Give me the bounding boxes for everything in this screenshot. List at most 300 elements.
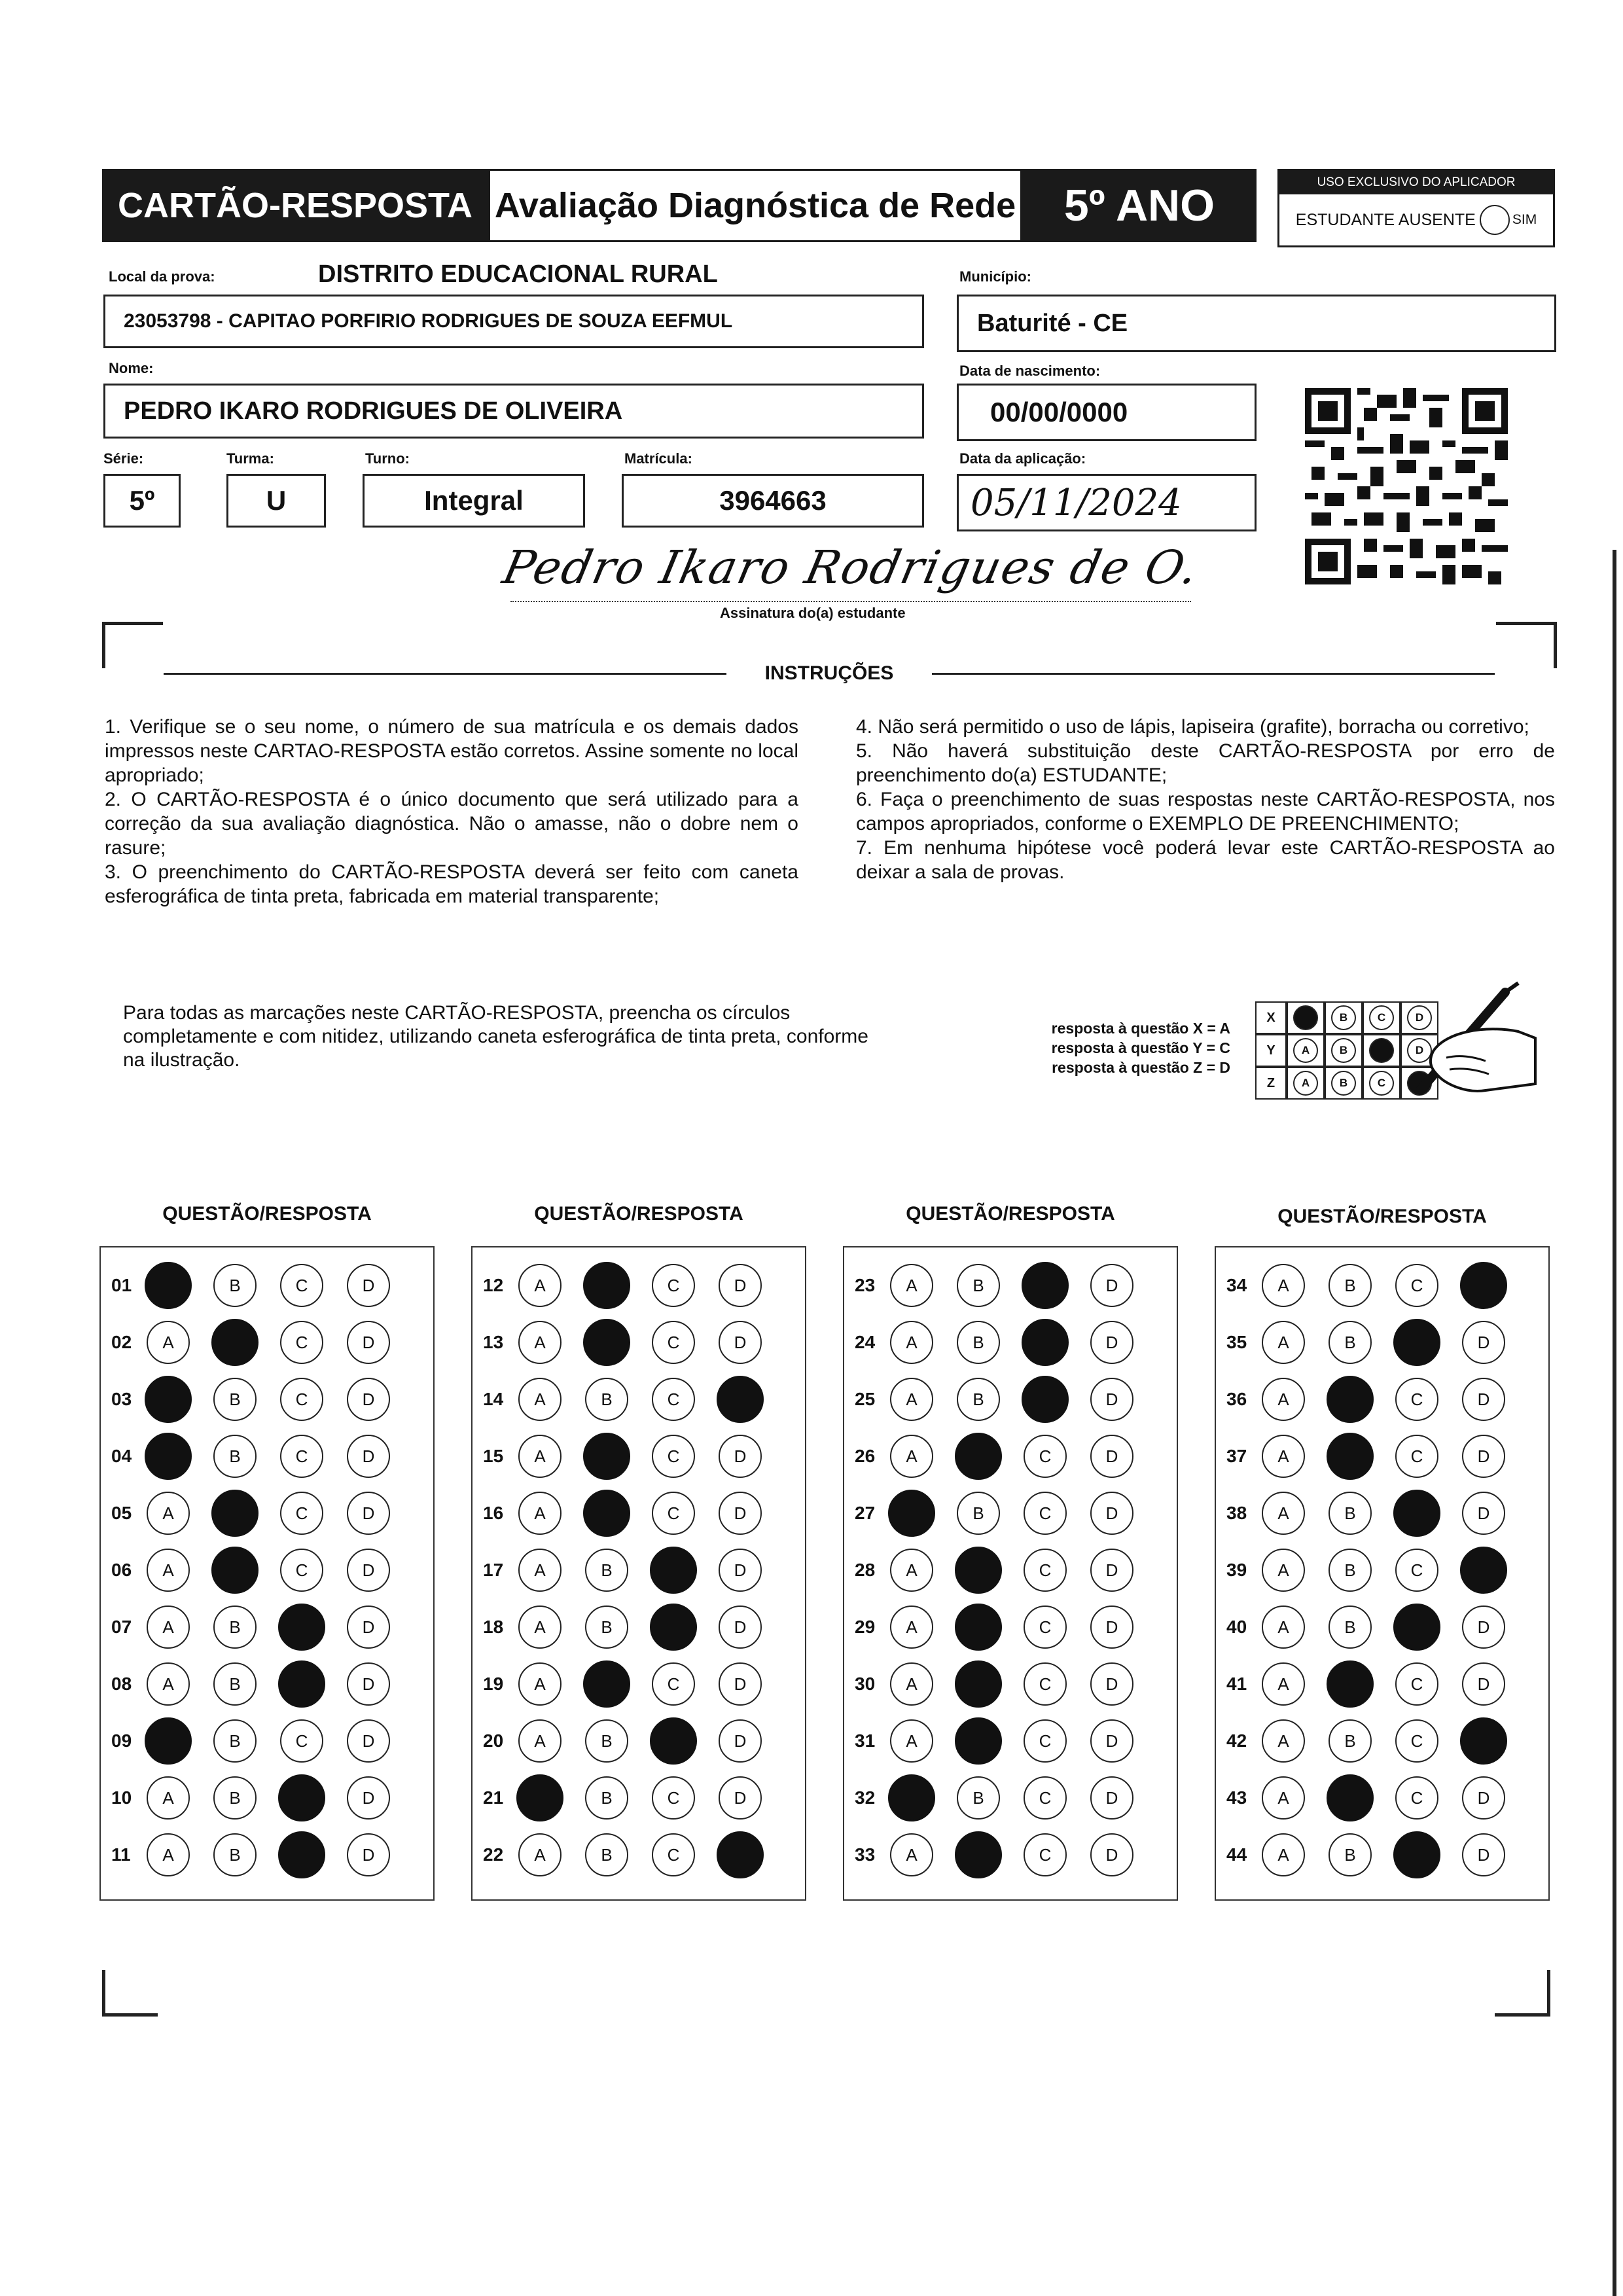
bubble-c-filled[interactable] bbox=[1393, 1490, 1440, 1537]
bubble-a[interactable]: A bbox=[890, 1605, 933, 1649]
bubble-d-filled[interactable] bbox=[1460, 1717, 1507, 1765]
bubble-a-filled[interactable] bbox=[145, 1262, 192, 1309]
bubble-b[interactable]: B bbox=[957, 1492, 1000, 1535]
bubble-a[interactable]: A bbox=[147, 1776, 190, 1820]
shift-field[interactable]: Integral bbox=[363, 474, 585, 528]
instruction-3: 3. O preenchimento do CARTÃO-RESPOSTA deverá ser feito com caneta esferográfica de tinta preta, fabricada em material transparente; bbox=[105, 861, 798, 907]
bubble-a[interactable]: A bbox=[518, 1492, 562, 1535]
series-label: Série: bbox=[103, 450, 144, 467]
bubble-a-filled[interactable] bbox=[888, 1774, 935, 1821]
exam-location-label: Local da prova: bbox=[109, 268, 215, 285]
bubble-b-filled[interactable] bbox=[583, 1660, 630, 1708]
question-number: 39 bbox=[1226, 1560, 1247, 1580]
bubble-d[interactable]: D bbox=[1090, 1549, 1133, 1592]
bubble-c[interactable]: C bbox=[1024, 1776, 1067, 1820]
example-cell bbox=[1363, 1067, 1400, 1100]
question-row bbox=[473, 1604, 785, 1651]
bubble-b-filled[interactable] bbox=[955, 1831, 1002, 1878]
class-label: Turma: bbox=[226, 450, 274, 467]
bubble-c-filled[interactable] bbox=[650, 1604, 697, 1651]
bubble-d[interactable]: D bbox=[1090, 1321, 1133, 1364]
bubble-c-filled[interactable] bbox=[1393, 1319, 1440, 1366]
bubble-c[interactable]: C bbox=[280, 1264, 323, 1307]
example-bubble-b: B bbox=[1331, 1005, 1356, 1030]
bubble-a[interactable]: A bbox=[518, 1264, 562, 1307]
question-number: 23 bbox=[855, 1275, 876, 1295]
bubble-b[interactable]: B bbox=[957, 1378, 1000, 1421]
municipality-field[interactable]: Baturité - CE bbox=[957, 295, 1556, 352]
absent-label: ESTUDANTE AUSENTE bbox=[1295, 210, 1476, 229]
bubble-d[interactable]: D bbox=[719, 1776, 762, 1820]
question-row bbox=[1216, 1717, 1529, 1765]
bubble-c-filled[interactable] bbox=[1022, 1376, 1069, 1423]
question-row bbox=[1216, 1547, 1529, 1594]
bubble-b-filled[interactable] bbox=[955, 1660, 1002, 1708]
question-row bbox=[844, 1547, 1157, 1594]
column-title: QUESTÃO/RESPOSTA bbox=[534, 1203, 743, 1225]
question-number: 37 bbox=[1226, 1446, 1247, 1466]
bubble-b[interactable]: B bbox=[1329, 1264, 1372, 1307]
hand-pen-illustration bbox=[1407, 979, 1538, 1123]
municipality-label: Município: bbox=[959, 268, 1031, 285]
bubble-c[interactable]: C bbox=[1024, 1549, 1067, 1592]
bubble-d[interactable]: D bbox=[1462, 1378, 1505, 1421]
bubble-d-filled[interactable] bbox=[717, 1376, 764, 1423]
bubble-d[interactable]: D bbox=[719, 1492, 762, 1535]
instruction-1: 1. Verifique se o seu nome, o número de sua matrícula e os demais dados impressos neste CARTAO-RESPOSTA estão corretos. Assine somente no local apropriado; bbox=[105, 716, 798, 786]
bubble-c[interactable]: C bbox=[652, 1662, 695, 1706]
question-row bbox=[1216, 1490, 1529, 1537]
bubble-c-filled[interactable] bbox=[278, 1774, 325, 1821]
bubble-a[interactable]: A bbox=[518, 1605, 562, 1649]
example-cell bbox=[1363, 1001, 1400, 1034]
bubble-a[interactable]: A bbox=[1262, 1549, 1305, 1592]
bubble-d[interactable]: D bbox=[347, 1378, 390, 1421]
bubble-c-filled[interactable] bbox=[1393, 1604, 1440, 1651]
bubble-b[interactable]: B bbox=[585, 1378, 628, 1421]
bubble-d[interactable]: D bbox=[1090, 1264, 1133, 1307]
question-row bbox=[473, 1376, 785, 1423]
series-field[interactable]: 5º bbox=[103, 474, 181, 528]
bubble-a[interactable]: A bbox=[1262, 1492, 1305, 1535]
bubble-b[interactable]: B bbox=[1329, 1321, 1372, 1364]
bubble-b[interactable]: B bbox=[213, 1662, 257, 1706]
bubble-a[interactable]: A bbox=[890, 1435, 933, 1478]
question-row bbox=[1216, 1376, 1529, 1423]
application-date-label: Data da aplicação: bbox=[959, 450, 1086, 467]
question-number: 01 bbox=[111, 1275, 132, 1295]
question-number: 25 bbox=[855, 1389, 876, 1409]
bubble-d[interactable]: D bbox=[347, 1264, 390, 1307]
question-number: 33 bbox=[855, 1844, 876, 1865]
example-row-label: Z bbox=[1255, 1067, 1287, 1100]
question-number: 19 bbox=[483, 1674, 504, 1694]
question-row bbox=[101, 1319, 414, 1366]
bubble-d[interactable]: D bbox=[1090, 1662, 1133, 1706]
birth-date-label: Data de nascimento: bbox=[959, 363, 1101, 379]
bubble-a[interactable]: A bbox=[518, 1378, 562, 1421]
question-number: 24 bbox=[855, 1332, 876, 1352]
grade-label: 5º ANO bbox=[1022, 169, 1257, 242]
question-row bbox=[101, 1660, 414, 1708]
question-number: 07 bbox=[111, 1617, 132, 1637]
bubble-c[interactable]: C bbox=[1395, 1662, 1438, 1706]
instructions-right bbox=[856, 715, 1555, 884]
example-row-label: X bbox=[1255, 1001, 1287, 1034]
bubble-b[interactable]: B bbox=[213, 1833, 257, 1876]
question-number: 40 bbox=[1226, 1617, 1247, 1637]
enrollment-label: Matrícula: bbox=[624, 450, 692, 467]
bubble-a[interactable]: A bbox=[890, 1549, 933, 1592]
applicator-only-label: USO EXCLUSIVO DO APLICADOR bbox=[1279, 171, 1553, 194]
question-number: 28 bbox=[855, 1560, 876, 1580]
bubble-d[interactable]: D bbox=[347, 1549, 390, 1592]
question-row bbox=[844, 1774, 1157, 1821]
question-row bbox=[101, 1604, 414, 1651]
bubble-d[interactable]: D bbox=[719, 1435, 762, 1478]
question-number: 16 bbox=[483, 1503, 504, 1523]
name-field[interactable]: PEDRO IKARO RODRIGUES DE OLIVEIRA bbox=[103, 384, 924, 439]
name-label: Nome: bbox=[109, 360, 154, 376]
bubble-a[interactable]: A bbox=[518, 1719, 562, 1763]
bubble-d[interactable]: D bbox=[1462, 1492, 1505, 1535]
question-row bbox=[473, 1547, 785, 1594]
bubble-a[interactable]: A bbox=[147, 1549, 190, 1592]
instruction-6: 6. Faça o preenchimento de suas respostas neste CARTÃO-RESPOSTA, nos campos apropriados, conforme o EXEMPLO DE PREENCHIMENTO; bbox=[856, 789, 1555, 834]
signature[interactable]: Pedro Ikaro Rodrigues de O. bbox=[498, 541, 1204, 594]
bubble-c[interactable]: C bbox=[1024, 1662, 1067, 1706]
bubble-d[interactable]: D bbox=[347, 1776, 390, 1820]
question-row bbox=[844, 1490, 1157, 1537]
question-row bbox=[1216, 1660, 1529, 1708]
question-row bbox=[844, 1376, 1157, 1423]
bubble-a[interactable]: A bbox=[518, 1549, 562, 1592]
answer-column bbox=[1215, 1246, 1550, 1901]
example-bubble-a-filled bbox=[1293, 1005, 1318, 1030]
birth-date-field[interactable]: 00/00/0000 bbox=[957, 384, 1257, 441]
bubble-c[interactable]: C bbox=[1395, 1264, 1438, 1307]
example-bubble-a: A bbox=[1293, 1038, 1318, 1063]
bubble-c[interactable]: C bbox=[1024, 1492, 1067, 1535]
bubble-d[interactable]: D bbox=[347, 1321, 390, 1364]
bubble-d[interactable]: D bbox=[1462, 1435, 1505, 1478]
instruction-4: 4. Não será permitido o uso de lápis, lapiseira (grafite), borracha ou corretivo; bbox=[856, 716, 1529, 738]
bubble-c-filled[interactable] bbox=[650, 1547, 697, 1594]
bubble-b[interactable]: B bbox=[213, 1776, 257, 1820]
bubble-c[interactable]: C bbox=[280, 1492, 323, 1535]
bubble-b-filled[interactable] bbox=[1327, 1433, 1374, 1480]
question-row bbox=[844, 1319, 1157, 1366]
question-row bbox=[101, 1376, 414, 1423]
bubble-a[interactable]: A bbox=[1262, 1435, 1305, 1478]
question-number: 02 bbox=[111, 1332, 132, 1352]
instructions-title: INSTRUÇÕES bbox=[764, 662, 894, 684]
example-bubble-c: C bbox=[1369, 1071, 1394, 1096]
bubble-d[interactable]: D bbox=[719, 1719, 762, 1763]
example-cell bbox=[1287, 1067, 1325, 1100]
bubble-a[interactable]: A bbox=[518, 1321, 562, 1364]
bubble-a[interactable]: A bbox=[1262, 1605, 1305, 1649]
bubble-b-filled[interactable] bbox=[1327, 1774, 1374, 1821]
answer-column bbox=[99, 1246, 435, 1901]
bubble-a[interactable]: A bbox=[890, 1321, 933, 1364]
bubble-a-filled[interactable] bbox=[888, 1490, 935, 1537]
bubble-c[interactable]: C bbox=[280, 1719, 323, 1763]
bubble-d-filled[interactable] bbox=[717, 1831, 764, 1878]
example-cell bbox=[1363, 1034, 1400, 1067]
question-number: 38 bbox=[1226, 1503, 1247, 1523]
example-legend-x: resposta à questão X = A bbox=[1051, 1020, 1230, 1037]
bubble-b[interactable]: B bbox=[213, 1264, 257, 1307]
example-cell bbox=[1287, 1034, 1325, 1067]
bubble-c[interactable]: C bbox=[652, 1833, 695, 1876]
bubble-b[interactable]: B bbox=[213, 1605, 257, 1649]
question-row bbox=[1216, 1433, 1529, 1480]
bubble-b-filled[interactable] bbox=[211, 1490, 259, 1537]
bubble-d[interactable]: D bbox=[1462, 1833, 1505, 1876]
bubble-d[interactable]: D bbox=[347, 1492, 390, 1535]
bubble-b-filled[interactable] bbox=[583, 1433, 630, 1480]
bubble-a[interactable]: A bbox=[147, 1833, 190, 1876]
bubble-a-filled[interactable] bbox=[145, 1717, 192, 1765]
bubble-a-filled[interactable] bbox=[516, 1774, 563, 1821]
bubble-a[interactable]: A bbox=[1262, 1719, 1305, 1763]
bubble-b-filled[interactable] bbox=[955, 1433, 1002, 1480]
bubble-d[interactable]: D bbox=[1090, 1435, 1133, 1478]
bubble-c[interactable]: C bbox=[652, 1321, 695, 1364]
bubble-b[interactable]: B bbox=[213, 1719, 257, 1763]
bubble-c[interactable]: C bbox=[1024, 1605, 1067, 1649]
bubble-c-filled[interactable] bbox=[278, 1604, 325, 1651]
bubble-a[interactable]: A bbox=[1262, 1833, 1305, 1876]
bubble-a[interactable]: A bbox=[518, 1435, 562, 1478]
bubble-c[interactable]: C bbox=[280, 1549, 323, 1592]
bubble-c-filled[interactable] bbox=[1393, 1831, 1440, 1878]
bubble-a[interactable]: A bbox=[1262, 1776, 1305, 1820]
bubble-d[interactable]: D bbox=[1462, 1662, 1505, 1706]
bubble-d-filled[interactable] bbox=[1460, 1262, 1507, 1309]
bubble-c[interactable]: C bbox=[1024, 1833, 1067, 1876]
bubble-a[interactable]: A bbox=[890, 1662, 933, 1706]
question-number: 05 bbox=[111, 1503, 132, 1523]
bubble-b[interactable]: B bbox=[585, 1605, 628, 1649]
bubble-b[interactable]: B bbox=[585, 1719, 628, 1763]
example-bubble-b: B bbox=[1331, 1071, 1356, 1096]
question-number: 21 bbox=[483, 1787, 504, 1808]
exam-title: Avaliação Diagnóstica de Rede bbox=[488, 169, 1022, 242]
bubble-a[interactable]: A bbox=[1262, 1264, 1305, 1307]
bubble-b[interactable]: B bbox=[957, 1776, 1000, 1820]
bubble-c[interactable]: C bbox=[1395, 1435, 1438, 1478]
bubble-d[interactable]: D bbox=[719, 1605, 762, 1649]
applicator-box bbox=[1277, 169, 1555, 247]
question-number: 42 bbox=[1226, 1731, 1247, 1751]
bubble-c-filled[interactable] bbox=[1022, 1262, 1069, 1309]
bubble-b-filled[interactable] bbox=[583, 1490, 630, 1537]
bubble-d[interactable]: D bbox=[719, 1264, 762, 1307]
question-row bbox=[473, 1660, 785, 1708]
question-row bbox=[844, 1660, 1157, 1708]
bubble-d[interactable]: D bbox=[1090, 1719, 1133, 1763]
bubble-a-filled[interactable] bbox=[145, 1433, 192, 1480]
bubble-b[interactable]: B bbox=[585, 1833, 628, 1876]
school-field[interactable]: 23053798 - CAPITAO PORFIRIO RODRIGUES DE SOUZA EEFMUL bbox=[103, 295, 924, 348]
class-field[interactable]: U bbox=[226, 474, 326, 528]
question-number: 44 bbox=[1226, 1844, 1247, 1865]
bubble-a[interactable]: A bbox=[1262, 1321, 1305, 1364]
bubble-a[interactable]: A bbox=[890, 1378, 933, 1421]
question-number: 12 bbox=[483, 1275, 504, 1295]
fill-note: Para todas as marcações neste CARTÃO-RESPOSTA, preencha os círculos completamente e com nitidez, utilizando caneta esferográfica de tinta preta, conforme na ilustração. bbox=[123, 1002, 868, 1071]
bubble-a[interactable]: A bbox=[890, 1264, 933, 1307]
bubble-b[interactable]: B bbox=[213, 1378, 257, 1421]
bubble-d-filled[interactable] bbox=[1460, 1547, 1507, 1594]
bubble-a[interactable]: A bbox=[890, 1833, 933, 1876]
question-row bbox=[1216, 1831, 1529, 1878]
question-number: 04 bbox=[111, 1446, 132, 1466]
enrollment-field[interactable]: 3964663 bbox=[622, 474, 924, 528]
instructions-rule-right bbox=[932, 673, 1495, 675]
bubble-a[interactable]: A bbox=[518, 1662, 562, 1706]
bubble-d[interactable]: D bbox=[1090, 1378, 1133, 1421]
question-number: 10 bbox=[111, 1787, 132, 1808]
question-row bbox=[101, 1262, 414, 1309]
bubble-c[interactable]: C bbox=[652, 1776, 695, 1820]
instructions-rule-left bbox=[164, 673, 726, 675]
corner-top-left bbox=[102, 622, 163, 668]
bubble-d[interactable]: D bbox=[719, 1549, 762, 1592]
bubble-d[interactable]: D bbox=[347, 1435, 390, 1478]
bubble-d[interactable]: D bbox=[347, 1833, 390, 1876]
bubble-a[interactable]: A bbox=[147, 1605, 190, 1649]
bubble-b[interactable]: B bbox=[1329, 1549, 1372, 1592]
question-number: 06 bbox=[111, 1560, 132, 1580]
bubble-a-filled[interactable] bbox=[145, 1376, 192, 1423]
question-row bbox=[844, 1433, 1157, 1480]
question-number: 30 bbox=[855, 1674, 876, 1694]
bubble-d[interactable]: D bbox=[1462, 1321, 1505, 1364]
question-number: 11 bbox=[111, 1844, 131, 1865]
question-number: 34 bbox=[1226, 1275, 1247, 1295]
example-cell bbox=[1325, 1034, 1363, 1067]
question-number: 14 bbox=[483, 1389, 504, 1409]
bubble-c[interactable]: C bbox=[1395, 1378, 1438, 1421]
bubble-c[interactable]: C bbox=[1395, 1549, 1438, 1592]
bubble-d[interactable]: D bbox=[1462, 1776, 1505, 1820]
bubble-c-filled[interactable] bbox=[1022, 1319, 1069, 1366]
question-number: 22 bbox=[483, 1844, 504, 1865]
bubble-c[interactable]: C bbox=[1395, 1776, 1438, 1820]
example-row-label: Y bbox=[1255, 1034, 1287, 1067]
bubble-c[interactable]: C bbox=[280, 1378, 323, 1421]
question-row bbox=[101, 1774, 414, 1821]
bubble-c[interactable]: C bbox=[652, 1264, 695, 1307]
absent-checkbox[interactable] bbox=[1480, 205, 1510, 235]
corner-bottom-right bbox=[1495, 1970, 1550, 2017]
bubble-a[interactable]: A bbox=[890, 1719, 933, 1763]
bubble-d[interactable]: D bbox=[1090, 1833, 1133, 1876]
bubble-c[interactable]: C bbox=[1395, 1719, 1438, 1763]
bubble-b[interactable]: B bbox=[1329, 1605, 1372, 1649]
bubble-c[interactable]: C bbox=[1024, 1435, 1067, 1478]
question-row bbox=[473, 1831, 785, 1878]
bubble-c-filled[interactable] bbox=[650, 1717, 697, 1765]
bubble-d[interactable]: D bbox=[1090, 1776, 1133, 1820]
bubble-a[interactable]: A bbox=[147, 1321, 190, 1364]
bubble-c[interactable]: C bbox=[652, 1435, 695, 1478]
example-bubble-d: D bbox=[1407, 1038, 1432, 1063]
bubble-b-filled[interactable] bbox=[211, 1547, 259, 1594]
application-date-field[interactable]: 05/11/2024 bbox=[957, 474, 1257, 531]
bubble-c[interactable]: C bbox=[652, 1492, 695, 1535]
bubble-b[interactable]: B bbox=[1329, 1492, 1372, 1535]
bubble-d[interactable]: D bbox=[347, 1719, 390, 1763]
bubble-b[interactable]: B bbox=[957, 1264, 1000, 1307]
bubble-d[interactable]: D bbox=[1090, 1605, 1133, 1649]
bubble-b-filled[interactable] bbox=[1327, 1660, 1374, 1708]
question-number: 31 bbox=[855, 1731, 876, 1751]
bubble-a[interactable]: A bbox=[1262, 1378, 1305, 1421]
bubble-b-filled[interactable] bbox=[955, 1604, 1002, 1651]
shift-label: Turno: bbox=[365, 450, 410, 467]
bubble-b-filled[interactable] bbox=[955, 1717, 1002, 1765]
bubble-c[interactable]: C bbox=[652, 1378, 695, 1421]
bubble-a[interactable]: A bbox=[1262, 1662, 1305, 1706]
bubble-b[interactable]: B bbox=[585, 1549, 628, 1592]
bubble-d[interactable]: D bbox=[1090, 1492, 1133, 1535]
corner-bottom-left bbox=[102, 1970, 158, 2017]
question-row bbox=[473, 1319, 785, 1366]
bubble-d[interactable]: D bbox=[347, 1662, 390, 1706]
bubble-b[interactable]: B bbox=[213, 1435, 257, 1478]
signature-label: Assinatura do(a) estudante bbox=[720, 605, 906, 621]
bubble-b-filled[interactable] bbox=[1327, 1376, 1374, 1423]
bubble-c-filled[interactable] bbox=[278, 1660, 325, 1708]
bubble-a[interactable]: A bbox=[147, 1662, 190, 1706]
bubble-a[interactable]: A bbox=[518, 1833, 562, 1876]
signature-line bbox=[510, 601, 1191, 602]
bubble-d[interactable]: D bbox=[1462, 1605, 1505, 1649]
bubble-c[interactable]: C bbox=[1024, 1719, 1067, 1763]
example-cell bbox=[1287, 1001, 1325, 1034]
bubble-d[interactable]: D bbox=[347, 1605, 390, 1649]
example-bubble-c-filled bbox=[1369, 1038, 1394, 1063]
bubble-b[interactable]: B bbox=[1329, 1719, 1372, 1763]
bubble-d[interactable]: D bbox=[719, 1662, 762, 1706]
bubble-d[interactable]: D bbox=[719, 1321, 762, 1364]
instruction-2: 2. O CARTÃO-RESPOSTA é o único documento que será utilizado para a correção da sua avaliação diagnóstica. Não o amasse, não o dobre nem o rasure; bbox=[105, 789, 798, 859]
bubble-c[interactable]: C bbox=[280, 1435, 323, 1478]
question-number: 20 bbox=[483, 1731, 504, 1751]
bubble-c[interactable]: C bbox=[280, 1321, 323, 1364]
question-number: 29 bbox=[855, 1617, 876, 1637]
bubble-b[interactable]: B bbox=[585, 1776, 628, 1820]
bubble-b-filled[interactable] bbox=[955, 1547, 1002, 1594]
question-number: 35 bbox=[1226, 1332, 1247, 1352]
question-row bbox=[101, 1433, 414, 1480]
bubble-b[interactable]: B bbox=[957, 1321, 1000, 1364]
bubble-b-filled[interactable] bbox=[211, 1319, 259, 1366]
bubble-c-filled[interactable] bbox=[278, 1831, 325, 1878]
question-number: 36 bbox=[1226, 1389, 1247, 1409]
question-row bbox=[101, 1547, 414, 1594]
bubble-b[interactable]: B bbox=[1329, 1833, 1372, 1876]
bubble-b-filled[interactable] bbox=[583, 1319, 630, 1366]
bubble-b-filled[interactable] bbox=[583, 1262, 630, 1309]
question-row bbox=[101, 1490, 414, 1537]
bubble-a[interactable]: A bbox=[147, 1492, 190, 1535]
question-row bbox=[473, 1774, 785, 1821]
